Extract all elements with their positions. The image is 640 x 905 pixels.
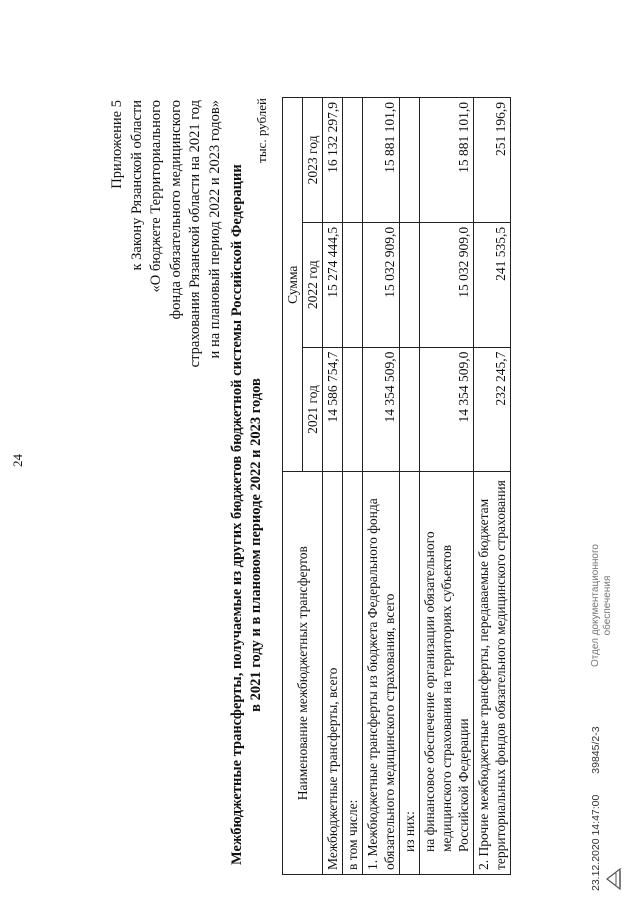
header-year-2022: 2022 год (303, 222, 323, 347)
stamp-line: обеспечения (602, 575, 613, 636)
row-value: 15 881 101,0 (420, 98, 474, 223)
row-label: 2. Прочие межбюджетные трансферты, передаваемые бюджетам территориальных фондов обязательного медицинского страхования (474, 472, 511, 875)
row-label: 1. Межбюджетные трансферты из бюджета Федерального фонда обязательного медицинского страхования, всего (363, 472, 400, 875)
table-row (323, 98, 343, 875)
row-value: 14 586 754,7 (323, 347, 343, 472)
document-title (228, 164, 266, 865)
row-value (343, 98, 363, 223)
footer-info (590, 708, 602, 891)
appendix-line: к Закону Рязанской области (128, 100, 145, 271)
row-value: 14 354 509,0 (420, 347, 474, 472)
row-label: в том числе: (343, 472, 363, 875)
stamp-line: Отдел документационного (590, 544, 601, 667)
row-value (400, 98, 420, 223)
appendix-line: Приложение 5 (109, 100, 125, 189)
appendix-line: «О бюджете Территориального (148, 100, 164, 293)
row-value (343, 222, 363, 347)
table-row (420, 98, 474, 875)
registry-logo-icon (604, 867, 622, 891)
page-number: 24 (10, 454, 25, 467)
units-label: тыс. рублей (254, 98, 269, 163)
table-row (474, 98, 511, 875)
appendix-line: фонда обязательного медицинского (167, 100, 184, 320)
header-sum: Сумма (283, 98, 303, 472)
row-value (400, 222, 420, 347)
table-row (343, 98, 363, 875)
table-row (400, 98, 420, 875)
appendix-header (108, 100, 225, 367)
row-value: 15 274 444,5 (323, 222, 343, 347)
row-label: из них: (400, 472, 420, 875)
footer-doc-id: 39845/2-3 (590, 726, 602, 774)
table-row (363, 98, 400, 875)
row-value: 232 245,7 (474, 347, 511, 472)
row-value: 16 132 297,9 (323, 98, 343, 223)
header-name: Наименование межбюджетных трансфертов (283, 472, 323, 875)
row-value: 241 535,5 (474, 222, 511, 347)
row-value: 15 032 909,0 (420, 222, 474, 347)
appendix-line: и на плановый период 2022 и 2023 годов» (206, 100, 223, 359)
row-value: 15 881 101,0 (363, 98, 400, 223)
row-label: Межбюджетные трансферты, всего (323, 472, 343, 875)
row-value (343, 347, 363, 472)
row-value: 15 032 909,0 (363, 222, 400, 347)
table-header-row (283, 98, 303, 875)
row-value: 251 196,9 (474, 98, 511, 223)
title-line: в 2021 году и в плановом периоде 2022 и 2023 годов (248, 378, 264, 712)
row-label: на финансовое обеспечение организации обязательного медицинского страхования на территориях субъектов Российской Федерации (420, 472, 474, 875)
transfers-table (282, 97, 511, 875)
title-line: Межбюджетные трансферты, получаемые из других бюджетов бюджетной системы Российской Федерации (229, 164, 245, 865)
appendix-line: страхования Рязанской области на 2021 год (187, 100, 203, 368)
header-year-2021: 2021 год (303, 347, 323, 472)
footer-timestamp: 23.12.2020 14:47:00 (590, 794, 602, 891)
header-year-2023: 2023 год (303, 98, 323, 223)
department-stamp (590, 544, 614, 667)
row-value: 14 354 509,0 (363, 347, 400, 472)
row-value (400, 347, 420, 472)
